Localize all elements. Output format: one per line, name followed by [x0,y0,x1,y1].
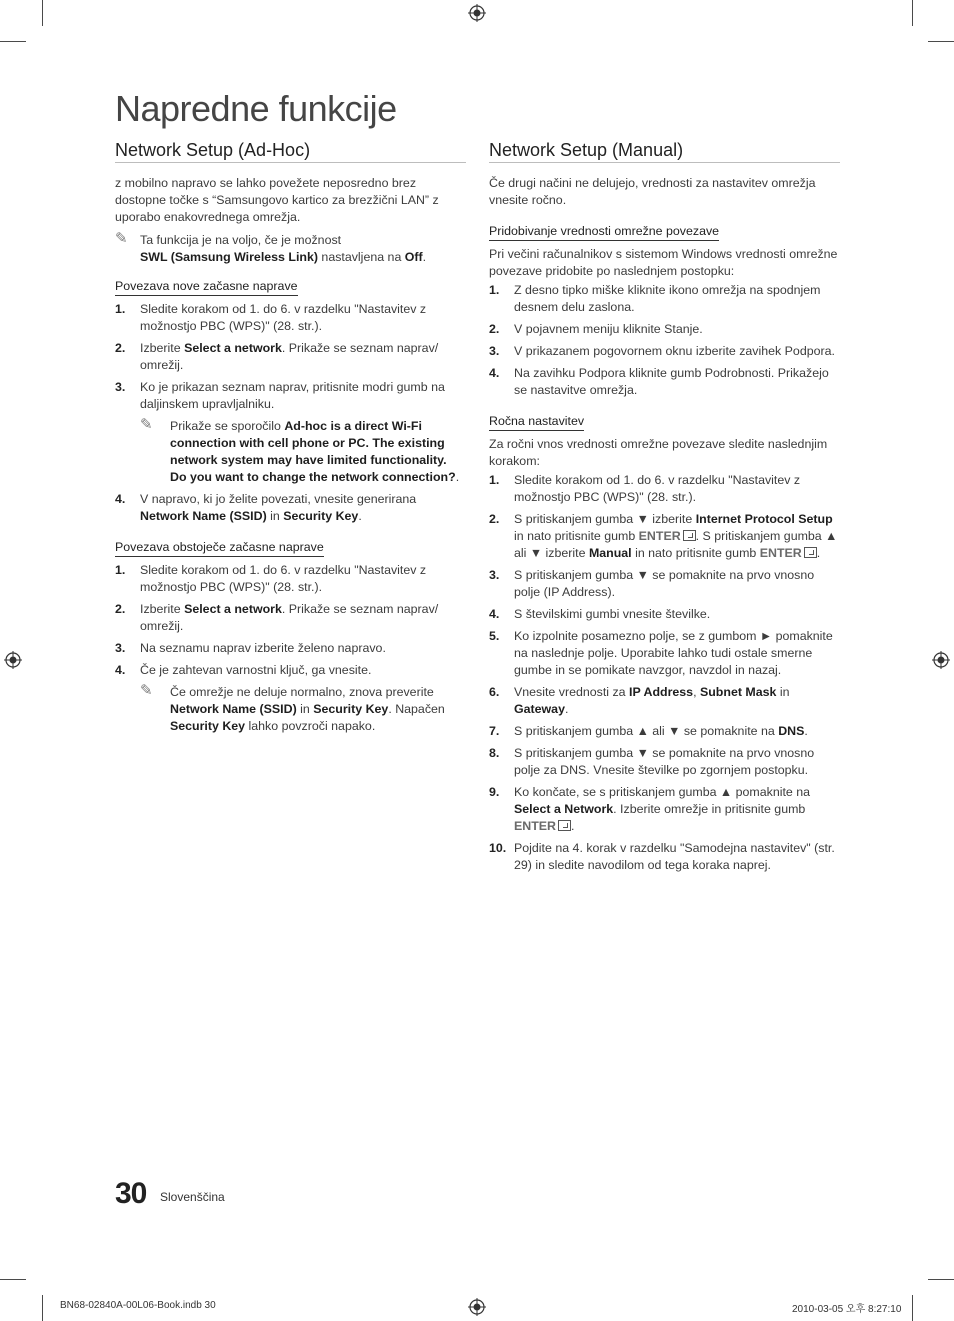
list-item: 9. Ko končate, se s pritiskanjem gumba ▲ pomaknite na Select a Network. Izberite omrežje in pritisnite gumb ENTER . [489,785,811,833]
list-item: 1. Sledite korakom od 1. do 6. v razdelku "Nastavitev z možnostjo PBC (WPS)" (28. str.). [115,563,427,594]
list-item: 6. Vnesite vrednosti za IP Address, Subnet Mask in Gateway. [489,685,790,716]
subheading-get-values: Pridobivanje vrednosti omrežne povezave [489,223,719,241]
print-file-info: BN68-02840A-00L06-Book.indb 30 [60,1300,216,1311]
list-item: 1. Z desno tipko miške kliknite ikono omrežja na spodnjem desnem delu zaslona. [489,283,821,314]
list-item: 10. Pojdite na 4. korak v razdelku "Samodejna nastavitev" (str. 29) in sledite navodilom od tega koraka naprej. [489,841,835,872]
subheading-new-adhoc: Povezava nove začasne naprave [115,278,298,296]
enter-icon [558,820,571,831]
list-item: 4. Če je zahtevan varnostni ključ, ga vnesite. ✎ Če omrežje ne deluje normalno, znova preverite Network Name (SSID) in Security Key. Napačen Security Key lahko povzroči napako. [115,662,466,735]
list-item: 1. Sledite korakom od 1. do 6. v razdelku "Nastavitev z možnostjo PBC (WPS)" (28. str.). [115,302,427,333]
get-values-intro: Pri večini računalnikov s sistemom Windows vrednosti omrežne povezave pridobite po naslednjem postopku: [489,247,838,278]
step-note: ✎ Če omrežje ne deluje normalno, znova preverite Network Name (SSID) in Security Key. Napačen Security Key lahko povzroči napako. [140,682,445,733]
list-item: 3. Na seznamu naprav izberite želeno napravo. [115,641,386,655]
steps-get-values [489,282,840,399]
list-item: 4. Na zavihku Podpora kliknite gumb Podrobnosti. Prikažejo se nastavitve omrežja. [489,366,829,397]
list-item: 8. S pritiskanjem gumba ▼ se pomaknite na prvo vnosno polje za DNS. Vnesite številke po zgornjem postopku. [489,746,815,777]
subheading-existing-adhoc: Povezava obstoječe začasne naprave [115,539,324,557]
steps-new-adhoc [115,301,466,525]
pencil-note-icon: ✎ [115,230,128,247]
page-title: Napredne funkcije [115,88,397,129]
step-note: ✎ Prikaže se sporočilo Ad-hoc is a direct Wi-Fi connection with cell phone or PC. The existing network system may have limited functionality. Do you want to change the network connection?. [140,416,460,484]
left-column [115,139,466,740]
enter-button-label: ENTER [638,529,681,543]
adhoc-intro: z mobilno napravo se lahko povežete neposredno brez dostopne točke s “Samsungovo kartico za brezžični LAN” z uporabo enakovrednega omrežja. [115,176,439,224]
enter-button-label: ENTER [514,819,556,833]
enter-icon [683,530,696,541]
list-item: 2. Izberite Select a network. Prikaže se seznam naprav/ omrežij. [115,341,439,372]
crop-mark [912,0,913,26]
page-number: 30 [115,1177,147,1210]
list-item: 3. Ko je prikazan seznam naprav, pritisnite modri gumb na daljinskem upravljalniku. ✎ Prikaže se sporočilo Ad-hoc is a direct Wi-Fi connection with cell phone or PC. The existing network system may have limited functionality. Do you want to change the network connection?. [115,379,466,486]
list-item: 7. S pritiskanjem gumba ▲ ali ▼ se pomaknite na DNS. [489,724,808,738]
list-item: 4. V napravo, ki jo želite povezati, vnesite generirana Network Name (SSID) in Security Key. [115,492,417,523]
adhoc-note: ✎ Ta funkcija je na voljo, če je možnost SWL (Samsung Wireless Link) nastavljena na Off. [115,230,427,264]
list-item: 3. S pritiskanjem gumba ▼ se pomaknite na prvo vnosno polje (IP Address). [489,568,815,599]
list-item: 5. Ko izpolnite posamezno polje, se z gumbom ► pomaknite na naslednje polje. Uporabite lahko tudi ostale smerne gumbe in se pomikate navzgor, navzdol in nazaj. [489,629,833,677]
steps-manual-setup [489,472,840,874]
section-heading-adhoc: Network Setup (Ad-Hoc) [115,139,466,163]
manual-setup-intro: Za ročni vnos vrednosti omrežne povezave sledite naslednjim korakom: [489,437,828,468]
pencil-note-icon: ✎ [140,682,153,699]
crop-mark [42,1295,43,1321]
print-timestamp: 2010-03-05 오후 8:27:10 [792,1304,902,1315]
registration-mark-icon [468,1298,486,1316]
right-column [489,139,840,879]
list-item: 2. S pritiskanjem gumba ▼ izberite Internet Protocol Setup in nato pritisnite gumb ENTER . S pritiskanjem gumba ▲ ali ▼ izberite Manual in nato pritisnite gumb ENTER . [489,512,838,560]
list-item: 3. V prikazanem pogovornem oknu izberite zavihek Podpora. [489,344,835,358]
manual-intro: Če drugi načini ne delujejo, vrednosti za nastavitev omrežja vnesite ročno. [489,176,816,207]
crop-mark [42,0,43,26]
crop-mark [0,1279,26,1280]
enter-icon [804,547,817,558]
crop-mark [928,41,954,42]
list-item: 1. Sledite korakom od 1. do 6. v razdelku "Nastavitev z možnostjo PBC (WPS)" (28. str.). [489,473,801,504]
enter-button-label: ENTER [759,546,802,560]
list-item: 2. Izberite Select a network. Prikaže se seznam naprav/ omrežij. [115,602,439,633]
pencil-note-icon: ✎ [140,416,153,433]
registration-mark-icon [932,651,950,669]
crop-mark [0,41,26,42]
footer-language: Slovenščina [160,1190,225,1204]
steps-existing-adhoc [115,562,466,735]
section-heading-manual: Network Setup (Manual) [489,139,840,163]
crop-mark [928,1279,954,1280]
subheading-manual-setup: Ročna nastavitev [489,413,584,431]
registration-mark-icon [468,4,486,22]
list-item: 2. V pojavnem meniju kliknite Stanje. [489,322,703,336]
crop-mark [912,1295,913,1321]
list-item: 4. S številskimi gumbi vnesite številke. [489,607,711,621]
registration-mark-icon [4,651,22,669]
